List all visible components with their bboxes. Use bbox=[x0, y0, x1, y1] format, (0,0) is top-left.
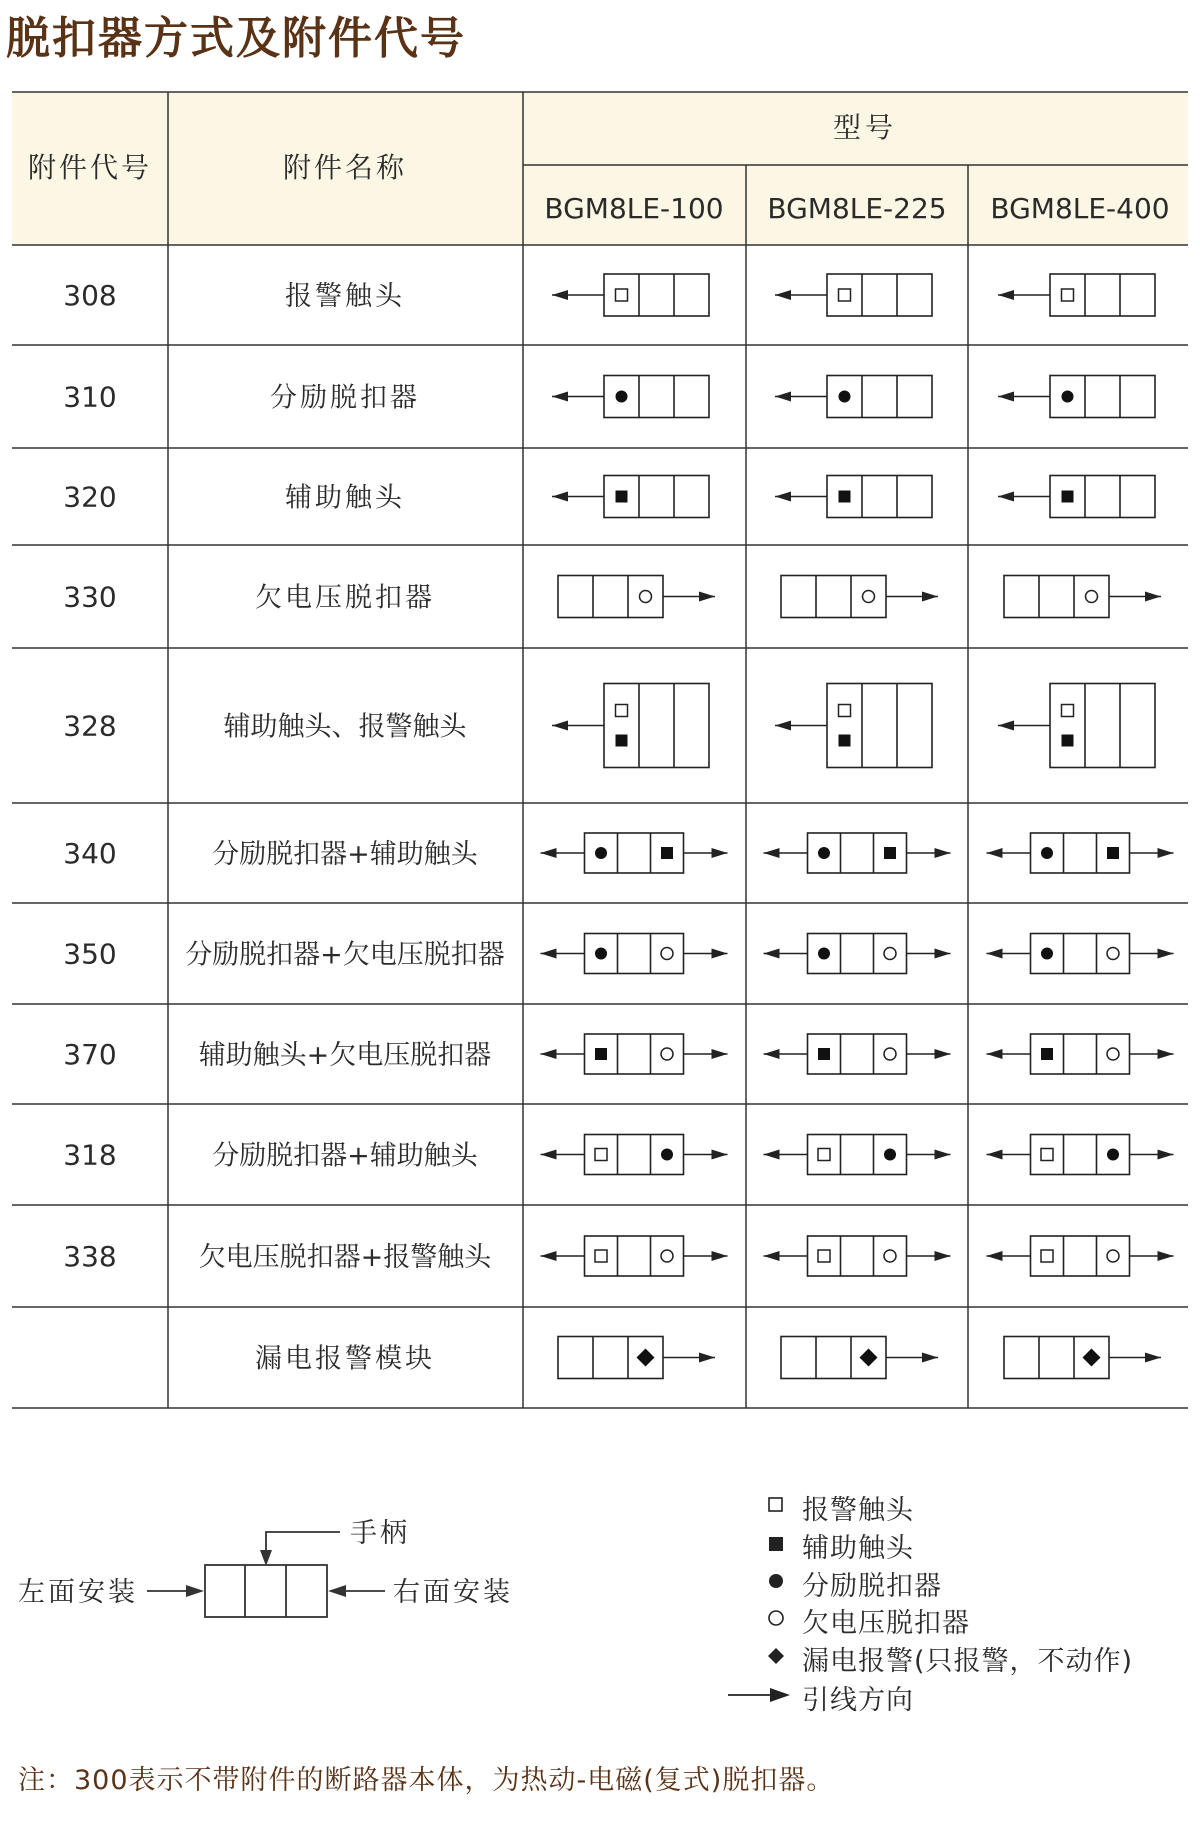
square-open-icon bbox=[616, 705, 628, 717]
square-filled-icon bbox=[769, 1537, 783, 1551]
mounting-diagram bbox=[18, 1518, 513, 1617]
table-row bbox=[63, 376, 1155, 418]
arrow-left-icon bbox=[764, 848, 780, 858]
legend-label-leakage: 漏电报警(只报警，不动作) bbox=[802, 1646, 1134, 1677]
legend-label-undervoltage: 欠电压脱扣器 bbox=[802, 1608, 970, 1639]
row-name: 分励脱扣器+辅助触头 bbox=[212, 1140, 478, 1172]
dot-filled-icon bbox=[884, 1149, 896, 1161]
breaker-box bbox=[1050, 684, 1155, 768]
arrow-left-icon bbox=[541, 1150, 557, 1160]
arrow-left-icon bbox=[541, 1049, 557, 1059]
arrow-right-icon bbox=[712, 949, 728, 959]
diamond-filled-icon bbox=[1083, 1349, 1101, 1367]
row-name: 分励脱扣器 bbox=[270, 382, 420, 414]
left-mount-label: 左面安装 bbox=[18, 1577, 138, 1608]
arrow-right-icon bbox=[1158, 1251, 1174, 1261]
arrow-right-icon bbox=[935, 1251, 951, 1261]
square-open-icon bbox=[616, 289, 628, 301]
arrow-right-icon bbox=[712, 1150, 728, 1160]
row-name: 报警触头 bbox=[285, 281, 405, 312]
breaker-box bbox=[1050, 274, 1155, 316]
header-code: 附件代号 bbox=[27, 151, 153, 184]
right-mount-label: 右面安装 bbox=[393, 1577, 513, 1608]
dot-filled-icon bbox=[1041, 847, 1053, 859]
square-filled-icon bbox=[1107, 847, 1119, 859]
arrow-right-icon bbox=[922, 592, 938, 602]
dot-filled-icon bbox=[1062, 391, 1074, 403]
arrow-right-icon bbox=[1158, 949, 1174, 959]
symbol-cell-225 bbox=[775, 684, 932, 768]
square-filled-icon bbox=[1041, 1048, 1053, 1060]
dot-filled-icon bbox=[616, 391, 628, 403]
arrow-left-icon bbox=[552, 721, 568, 731]
arrow-right-icon bbox=[1145, 1353, 1161, 1363]
row-code: 370 bbox=[63, 1038, 117, 1071]
square-open-icon bbox=[1041, 1149, 1053, 1161]
square-filled-icon bbox=[839, 491, 851, 503]
dot-open-icon bbox=[661, 1048, 673, 1060]
arrow-left-icon bbox=[541, 949, 557, 959]
symbol-cell-100 bbox=[552, 274, 709, 316]
arrow-left-icon bbox=[764, 1049, 780, 1059]
breaker-box bbox=[827, 274, 932, 316]
arrow-left-icon bbox=[541, 1251, 557, 1261]
symbol-cell-400 bbox=[998, 476, 1155, 518]
arrow-right-icon bbox=[1158, 1049, 1174, 1059]
square-open-icon bbox=[818, 1250, 830, 1262]
symbol-cell-100 bbox=[541, 934, 728, 974]
dot-open-icon bbox=[661, 948, 673, 960]
dot-open-icon bbox=[863, 591, 875, 603]
row-name: 欠电压脱扣器 bbox=[255, 582, 435, 614]
symbol-cell-225 bbox=[764, 1236, 951, 1276]
breaker-box bbox=[1004, 576, 1109, 618]
table-row bbox=[63, 576, 1161, 618]
header-model: 型号 bbox=[832, 111, 898, 144]
legend-label-lead: 引线方向 bbox=[802, 1685, 914, 1716]
symbol-cell-225 bbox=[781, 1337, 938, 1379]
arrow-right-icon bbox=[712, 1049, 728, 1059]
dot-filled-icon bbox=[818, 847, 830, 859]
dot-open-icon bbox=[884, 1048, 896, 1060]
arrow-left-icon bbox=[998, 392, 1014, 402]
square-open-icon bbox=[839, 705, 851, 717]
symbol-cell-400 bbox=[1004, 576, 1161, 618]
diamond-filled-icon bbox=[768, 1648, 784, 1664]
square-open-icon bbox=[595, 1250, 607, 1262]
table-row bbox=[63, 934, 1173, 974]
arrow-left-icon bbox=[552, 290, 568, 300]
arrow-right-icon bbox=[935, 1150, 951, 1160]
page-title: 脱扣器方式及附件代号 bbox=[6, 13, 466, 64]
arrow-left-icon bbox=[987, 848, 1003, 858]
handle-label: 手柄 bbox=[350, 1518, 410, 1549]
arrow-right-icon bbox=[935, 1049, 951, 1059]
breaker-box bbox=[808, 1236, 907, 1276]
symbol-cell-100 bbox=[541, 833, 728, 873]
square-filled-icon bbox=[595, 1048, 607, 1060]
table-row bbox=[63, 1135, 1173, 1175]
arrow-right-icon bbox=[935, 949, 951, 959]
header-model-400: BGM8LE-400 bbox=[990, 192, 1170, 225]
arrow-right-icon bbox=[699, 1353, 715, 1363]
symbol-cell-100 bbox=[541, 1236, 728, 1276]
arrow-left-icon bbox=[764, 949, 780, 959]
breaker-box bbox=[604, 684, 709, 768]
row-name: 欠电压脱扣器+报警触头 bbox=[198, 1242, 492, 1273]
diamond-filled-icon bbox=[860, 1349, 878, 1367]
row-name: 辅助触头、报警触头 bbox=[223, 711, 467, 743]
table-row bbox=[63, 476, 1155, 518]
table-body bbox=[63, 274, 1173, 1379]
dot-open-icon bbox=[661, 1250, 673, 1262]
square-open-icon bbox=[1041, 1250, 1053, 1262]
symbol-cell-225 bbox=[781, 576, 938, 618]
square-filled-icon bbox=[616, 735, 628, 747]
arrow-left-icon bbox=[987, 1251, 1003, 1261]
breaker-box bbox=[827, 684, 932, 768]
handle-leader-line bbox=[266, 1532, 340, 1560]
left-mount-arrow-icon bbox=[186, 1585, 204, 1597]
arrow-left-icon bbox=[764, 1150, 780, 1160]
legend-icons bbox=[728, 1498, 790, 1702]
arrow-left-icon bbox=[987, 1150, 1003, 1160]
table-row bbox=[63, 1236, 1173, 1276]
square-filled-icon bbox=[884, 847, 896, 859]
table-row bbox=[63, 684, 1155, 768]
symbol-cell-400 bbox=[998, 684, 1155, 768]
diamond-filled-icon bbox=[637, 1349, 655, 1367]
arrow-right-icon bbox=[699, 592, 715, 602]
dot-open-icon bbox=[769, 1611, 783, 1625]
dot-open-icon bbox=[1107, 1250, 1119, 1262]
row-name: 分励脱扣器+欠电压脱扣器 bbox=[185, 939, 505, 971]
arrow-left-icon bbox=[764, 1251, 780, 1261]
arrow-right-icon bbox=[1158, 848, 1174, 858]
header-model-100: BGM8LE-100 bbox=[544, 192, 724, 225]
symbol-cell-100 bbox=[541, 1034, 728, 1074]
square-open-icon bbox=[818, 1149, 830, 1161]
symbol-cell-400 bbox=[998, 376, 1155, 418]
square-open-icon bbox=[839, 289, 851, 301]
square-filled-icon bbox=[818, 1048, 830, 1060]
table-row bbox=[63, 833, 1173, 873]
symbol-cell-100 bbox=[558, 576, 715, 618]
breaker-box bbox=[604, 274, 709, 316]
dot-open-icon bbox=[1107, 948, 1119, 960]
square-filled-icon bbox=[616, 491, 628, 503]
arrow-left-icon bbox=[775, 392, 791, 402]
legend-label-alarm: 报警触头 bbox=[802, 1495, 914, 1526]
row-code: 318 bbox=[63, 1138, 117, 1172]
square-filled-icon bbox=[1062, 735, 1074, 747]
arrow-right-icon bbox=[935, 848, 951, 858]
symbol-cell-225 bbox=[764, 934, 951, 974]
breaker-box bbox=[585, 1236, 684, 1276]
arrow-left-icon bbox=[552, 392, 568, 402]
arrow-left-icon bbox=[998, 492, 1014, 502]
dot-open-icon bbox=[640, 591, 652, 603]
symbol-cell-400 bbox=[998, 274, 1155, 316]
arrow-left-icon bbox=[541, 848, 557, 858]
row-code: 338 bbox=[63, 1240, 117, 1273]
arrow-left-icon bbox=[998, 290, 1014, 300]
row-name: 辅助触头 bbox=[285, 482, 405, 514]
square-open-icon bbox=[1062, 289, 1074, 301]
dot-filled-icon bbox=[818, 948, 830, 960]
legend-label-shunt: 分励脱扣器 bbox=[802, 1571, 942, 1602]
symbol-cell-225 bbox=[775, 274, 932, 316]
breaker-box bbox=[1031, 1236, 1130, 1276]
table-row bbox=[63, 1034, 1173, 1074]
row-code: 350 bbox=[63, 937, 117, 971]
symbol-cell-100 bbox=[558, 1337, 715, 1379]
dot-filled-icon bbox=[595, 847, 607, 859]
arrow-left-icon bbox=[987, 1049, 1003, 1059]
dot-filled-icon bbox=[1041, 948, 1053, 960]
legend-label-aux: 辅助触头 bbox=[802, 1533, 914, 1564]
symbol-cell-400 bbox=[987, 1135, 1174, 1175]
breaker-box bbox=[558, 576, 663, 618]
dot-open-icon bbox=[1107, 1048, 1119, 1060]
arrow-left-icon bbox=[552, 492, 568, 502]
dot-open-icon bbox=[884, 1250, 896, 1262]
square-open-icon bbox=[1062, 705, 1074, 717]
symbol-cell-100 bbox=[552, 684, 709, 768]
symbol-cell-100 bbox=[552, 476, 709, 518]
symbol-cell-225 bbox=[764, 1135, 951, 1175]
arrow-left-icon bbox=[987, 949, 1003, 959]
arrow-left-icon bbox=[775, 492, 791, 502]
symbol-cell-400 bbox=[1004, 1337, 1161, 1379]
symbol-cell-400 bbox=[987, 1034, 1174, 1074]
footnote: 注：300表示不带附件的断路器本体，为热动-电磁(复式)脱扣器。 bbox=[18, 1765, 835, 1796]
arrow-right-icon bbox=[1158, 1150, 1174, 1160]
square-filled-icon bbox=[1062, 491, 1074, 503]
dot-filled-icon bbox=[595, 948, 607, 960]
arrow-right-icon bbox=[712, 848, 728, 858]
dot-open-icon bbox=[1086, 591, 1098, 603]
arrow-right-icon bbox=[1145, 592, 1161, 602]
dot-filled-icon bbox=[839, 391, 851, 403]
square-filled-icon bbox=[839, 735, 851, 747]
symbol-cell-400 bbox=[987, 934, 1174, 974]
symbol-cell-400 bbox=[987, 833, 1174, 873]
arrow-left-icon bbox=[998, 721, 1014, 731]
arrow-right-icon bbox=[712, 1251, 728, 1261]
row-code: 330 bbox=[63, 580, 117, 614]
breaker-box bbox=[781, 576, 886, 618]
table-row bbox=[255, 1337, 1161, 1379]
arrow-right-icon bbox=[922, 1353, 938, 1363]
row-code: 310 bbox=[63, 380, 117, 414]
square-open-icon bbox=[769, 1498, 782, 1511]
symbol-cell-225 bbox=[764, 833, 951, 873]
dot-filled-icon bbox=[769, 1574, 783, 1588]
arrow-right-icon bbox=[770, 1688, 790, 1702]
arrow-left-icon bbox=[775, 290, 791, 300]
arrow-left-icon bbox=[775, 721, 791, 731]
row-name: 分励脱扣器+辅助触头 bbox=[212, 839, 478, 870]
row-code: 328 bbox=[63, 709, 117, 743]
breaker-body bbox=[205, 1565, 327, 1617]
symbol-cell-225 bbox=[775, 376, 932, 418]
symbol-cell-225 bbox=[775, 476, 932, 518]
row-code: 320 bbox=[63, 480, 117, 514]
dot-open-icon bbox=[884, 948, 896, 960]
header-name: 附件名称 bbox=[282, 151, 408, 184]
square-filled-icon bbox=[661, 847, 673, 859]
row-code: 340 bbox=[63, 837, 117, 870]
header-model-225: BGM8LE-225 bbox=[767, 192, 947, 225]
right-mount-arrow-icon bbox=[328, 1585, 346, 1597]
row-name: 漏电报警模块 bbox=[255, 1343, 435, 1375]
table-grid bbox=[12, 92, 1188, 1408]
handle-arrow-icon bbox=[260, 1550, 272, 1566]
symbol-cell-225 bbox=[764, 1034, 951, 1074]
row-code: 308 bbox=[63, 279, 117, 312]
symbol-cell-100 bbox=[541, 1135, 728, 1175]
table-row bbox=[63, 274, 1155, 316]
dot-filled-icon bbox=[661, 1149, 673, 1161]
square-open-icon bbox=[595, 1149, 607, 1161]
symbol-cell-400 bbox=[987, 1236, 1174, 1276]
row-name: 辅助触头+欠电压脱扣器 bbox=[198, 1040, 492, 1071]
dot-filled-icon bbox=[1107, 1149, 1119, 1161]
symbol-cell-100 bbox=[552, 376, 709, 418]
